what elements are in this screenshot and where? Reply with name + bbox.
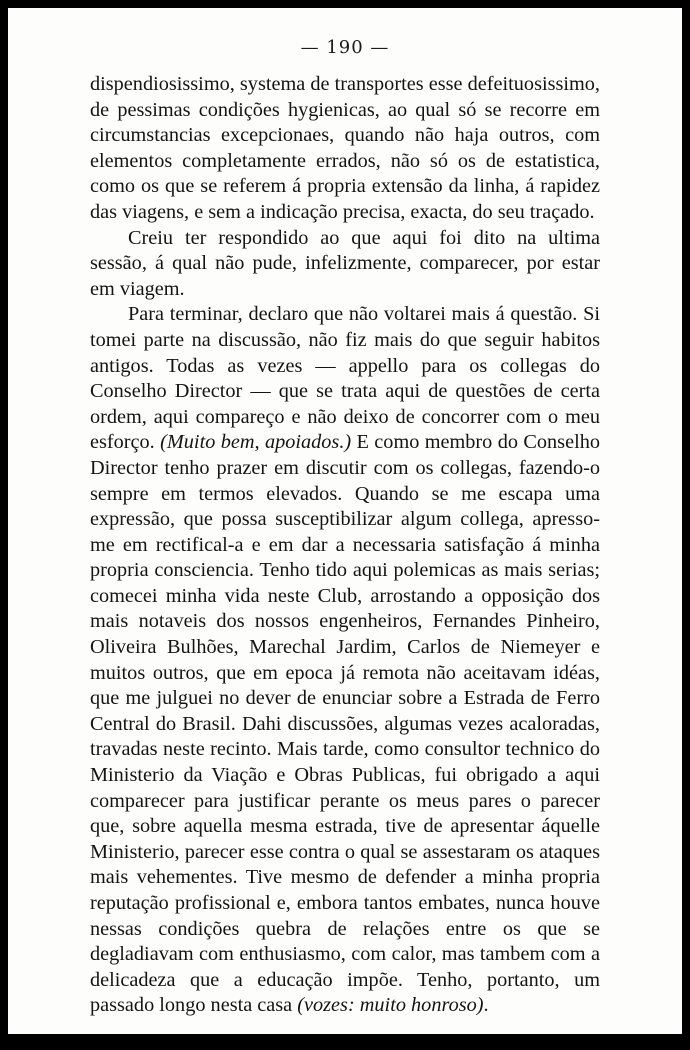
paragraph-3-end: .	[483, 994, 489, 1017]
paragraph-3-text-b: E como membro do Conselho Director tenho prazer em discutir com os collegas, fazendo-o sempre em termos elevados. Quando se me escapa uma expressão, que possa susceptibilizar algum collega, apresso-me em rectifical-a e em dar a necessaria satisfação á minha propria consciencia. Tenho tido aqui polemicas as mais serias; comecei minha vida neste Club, arrostando a opposição dos mais notaveis dos nossos engenheiros, Fernandes Pinheiro, Oliveira Bulhões, Marechal Jardim, Carlos de Niemeyer e muitos outros, que em epoca já remota não aceitavam idéas, que me julguei no dever de enunciar sobre a Estrada de Ferro Central do Brasil. Dahi discussões, algumas vezes acaloradas, travadas neste recinto. Mais tarde, como consultor technico do Ministerio da Viação e Obras Publicas, fui obrigado a aqui comparecer para justificar perante os meus pares o parecer que, sobre aquella mesma estrada, tive de apresentar áquelle Ministerio, parecer esse contra o qual se assestaram os ataques mais vehementes. Tive mesmo de defender a minha propria reputação profissional e, embora tantos embates, nunca houve nessas condições quebra de relações entre os que se degladiavam com enthusiasmo, com calor, mas tambem com a delicadeza que a educação impõe. Tenho, portanto, um passado longo nesta casa	[90, 431, 600, 1017]
body-text	[90, 72, 600, 1019]
paragraph-3-text-a: Para terminar, declaro que não voltarei mais á questão. Si tomei parte na discussão, não fiz mais do que seguir habitos antigos. Todas as vezes — appello para os collegas do Conselho Director — que se trata aqui de questões de certa ordem, aqui compareço e não deixo de concorrer com o meu esforço.	[90, 303, 600, 454]
applause-aside: (Muito bem, apoiados.)	[160, 431, 352, 454]
book-page	[8, 8, 682, 1034]
paragraph-3	[90, 302, 600, 1019]
paragraph-1	[90, 72, 600, 226]
paragraph-2-text: Creiu ter respondido ao que aqui foi dito na ultima sessão, á qual não pude, infelizmente, comparecer, por estar em viagem.	[90, 226, 600, 300]
page-number: — 190 —	[300, 37, 390, 58]
paragraph-1-text: dispendiosissimo, systema de transportes esse defeituosissimo, de pessimas condições hygienicas, ao qual só se recorre em circumstancias excepcionaes, quando não haja outros, com elementos completamente errados, não só os de estatistica, como os que se referem á propria extensão da linha, á rapidez das viagens, e sem a indicação precisa, exacta, do seu traçado.	[90, 73, 600, 223]
paragraph-2	[90, 226, 600, 303]
voices-aside: (vozes: muito honroso)	[297, 994, 484, 1017]
